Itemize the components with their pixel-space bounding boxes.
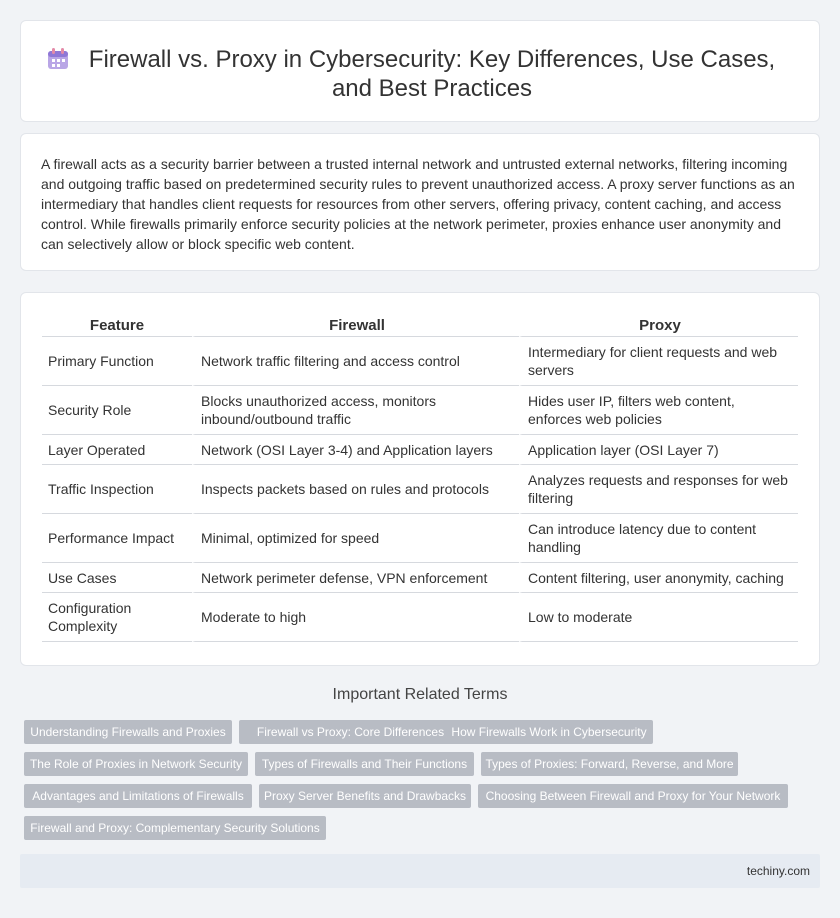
table-row — [42, 563, 798, 593]
proxy-cell: Low to moderate — [519, 593, 798, 642]
firewall-cell: Minimal, optimized for speed — [192, 514, 519, 563]
firewall-cell: Network perimeter defense, VPN enforcement — [192, 563, 519, 593]
header-proxy: Proxy — [519, 313, 798, 337]
table-row — [42, 465, 798, 514]
comparison-table-card — [20, 292, 820, 666]
related-tag[interactable]: How Firewalls Work in Cybersecurity — [445, 720, 653, 744]
related-tag[interactable]: Proxy Server Benefits and Drawbacks — [259, 784, 471, 808]
feature-cell: Traffic Inspection — [42, 465, 192, 514]
table-header-row — [42, 313, 798, 337]
related-tag[interactable]: Understanding Firewalls and Proxies — [24, 720, 232, 744]
header-firewall: Firewall — [192, 313, 519, 337]
related-terms-title: Important Related Terms — [332, 686, 508, 703]
proxy-cell: Can introduce latency due to content handling — [519, 514, 798, 563]
feature-cell: Performance Impact — [42, 514, 192, 563]
title-card — [20, 20, 820, 122]
related-tag[interactable]: Firewall and Proxy: Complementary Security Solutions — [24, 816, 326, 840]
table-row — [42, 435, 798, 465]
related-tag[interactable]: Advantages and Limitations of Firewalls — [24, 784, 252, 808]
page-title: Firewall vs. Proxy in Cybersecurity: Key Differences, Use Cases, and Best Practices — [88, 46, 776, 102]
related-tag[interactable]: Types of Firewalls and Their Functions — [255, 752, 474, 776]
proxy-cell: Analyzes requests and responses for web filtering — [519, 465, 798, 514]
site-name[interactable]: techiny.com — [746, 864, 810, 878]
proxy-cell: Hides user IP, filters web content, enforces web policies — [519, 386, 798, 435]
feature-cell: Layer Operated — [42, 435, 192, 465]
feature-cell: Use Cases — [42, 563, 192, 593]
related-tag[interactable]: Types of Proxies: Forward, Reverse, and More — [481, 752, 738, 776]
feature-cell: Configuration Complexity — [42, 593, 192, 642]
related-tag[interactable]: Firewall vs Proxy: Core Differences — [239, 720, 462, 744]
firewall-cell: Network traffic filtering and access control — [192, 337, 519, 386]
proxy-cell: Content filtering, user anonymity, caching — [519, 563, 798, 593]
related-tag[interactable]: Choosing Between Firewall and Proxy for Your Network — [478, 784, 788, 808]
firewall-cell: Network (OSI Layer 3-4) and Application layers — [192, 435, 519, 465]
comparison-table — [42, 313, 798, 642]
header-feature: Feature — [42, 313, 192, 337]
table-row — [42, 337, 798, 386]
related-tag[interactable]: The Role of Proxies in Network Security — [24, 752, 248, 776]
firewall-cell: Moderate to high — [192, 593, 519, 642]
intro-card — [20, 133, 820, 271]
feature-cell: Security Role — [42, 386, 192, 435]
firewall-cell: Blocks unauthorized access, monitors inbound/outbound traffic — [192, 386, 519, 435]
table-row — [42, 593, 798, 642]
proxy-cell: Intermediary for client requests and web servers — [519, 337, 798, 386]
firewall-cell: Inspects packets based on rules and protocols — [192, 465, 519, 514]
feature-cell: Primary Function — [42, 337, 192, 386]
table-row — [42, 514, 798, 563]
intro-paragraph: A firewall acts as a security barrier between a trusted internal network and untrusted external networks, filtering incoming and outgoing traffic based on predetermined security rules to prevent unauthorized access. A proxy server functions as an intermediary that handles client requests for resources from other servers, offering privacy, content caching, and access control. While firewalls primarily enforce security policies at the network perimeter, proxies enhance user anonymity and can selectively allow or block specific web content. — [41, 156, 795, 252]
proxy-cell: Application layer (OSI Layer 7) — [519, 435, 798, 465]
footer — [20, 854, 820, 888]
table-row — [42, 386, 798, 435]
